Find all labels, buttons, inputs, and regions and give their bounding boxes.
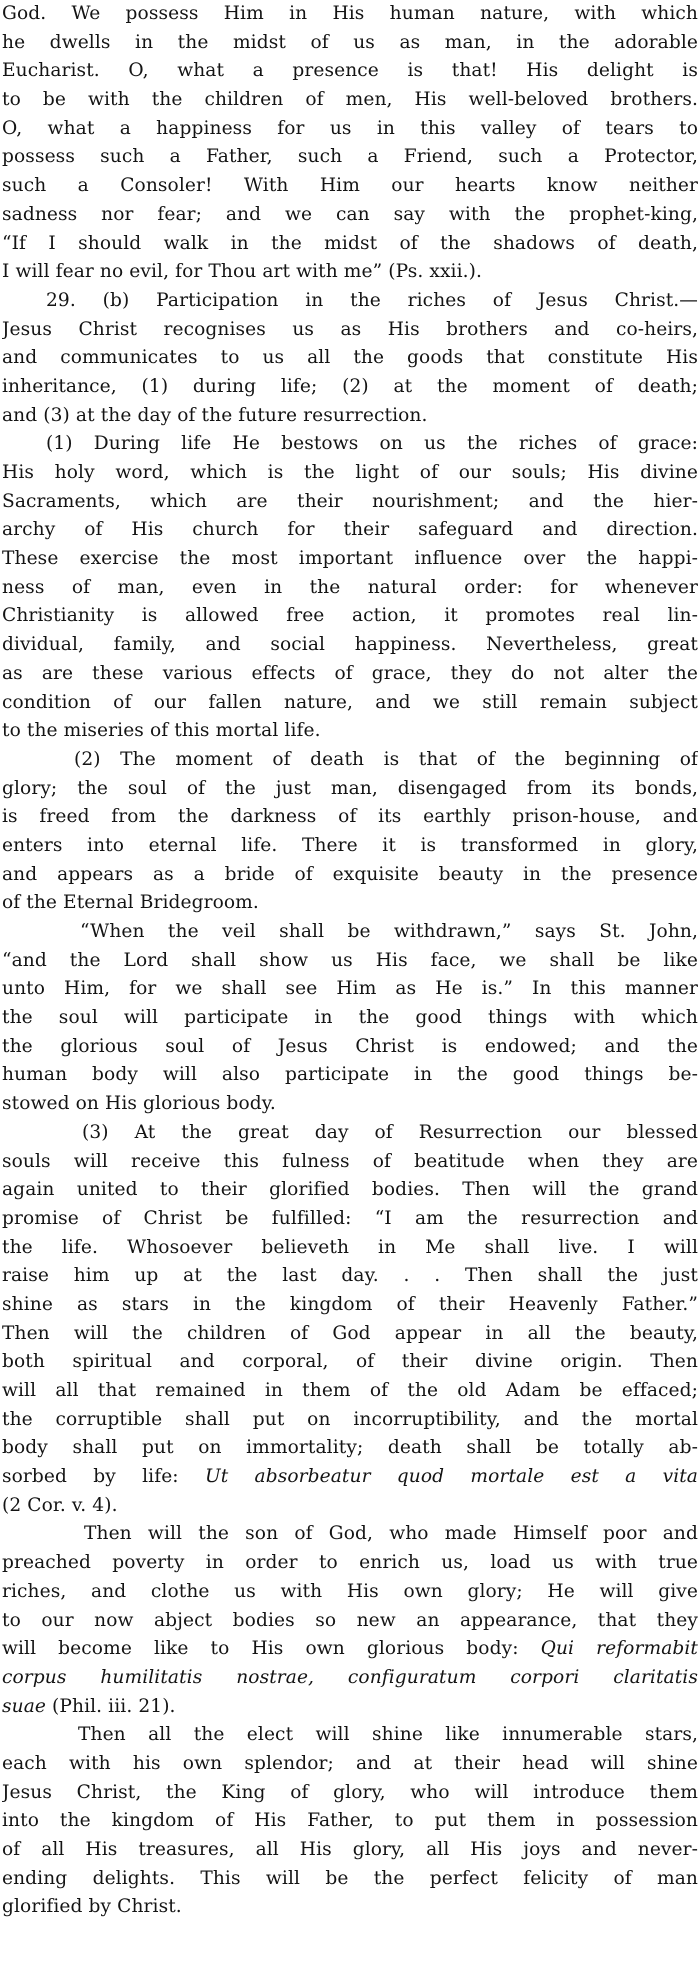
latin-quote: corpus humilitatis nostrae, configuratum corpori claritatis xyxy=(2,1666,698,1688)
text-line: inheritance, (1) during life; (2) at the moment of death; xyxy=(2,375,698,397)
text-line: (2 Cor. v. 4). xyxy=(2,1494,118,1516)
text-line: His holy word, which is the light of our souls; His divine xyxy=(2,462,698,483)
latin-quote: suae xyxy=(2,1695,47,1717)
text-line: and (3) at the day of the future resurrection. xyxy=(2,404,428,426)
text-line: and communicates to us all the goods that constitute His xyxy=(2,347,698,369)
text-line: stowed on His glorious body. xyxy=(2,1093,276,1115)
text-line: “and the Lord shall show us His face, we shall be like xyxy=(2,949,698,971)
text-line: dividual, family, and social happiness. Nevertheless, great xyxy=(2,634,698,656)
text-line: Then all the elect will shine like innumerable stars, xyxy=(78,1724,698,1746)
text-line: condition of our fallen nature, and we still remain subject xyxy=(2,691,698,713)
text-line xyxy=(2,1664,698,1693)
latin-quote: Ut absorbeatur quod mortale est a vita xyxy=(204,1466,698,1488)
text-line: (2) The moment of death is that of the beginning of xyxy=(74,748,698,770)
text-line: These exercise the most important influence over the happi- xyxy=(2,548,698,570)
text-line: enters into eternal life. There it is transformed in glory, xyxy=(2,834,698,856)
text-line: riches, and clothe us with His own glory; He will give xyxy=(2,1580,698,1602)
text-line: Christianity is allowed free action, it promotes real lin- xyxy=(2,605,698,627)
text-line: Sacraments, which are their nourishment; and the hier- xyxy=(2,490,698,512)
text-line: I will fear no evil, for Thou art with me” (Ps. xxii.). xyxy=(2,261,483,283)
text-line: Then will the son of God, who made Himself poor and xyxy=(84,1523,698,1545)
text-line: possess such a Father, such a Friend, such a Protector, xyxy=(2,146,698,168)
text-span: sorbed by life: xyxy=(2,1466,179,1488)
text-line: to the miseries of this mortal life. xyxy=(2,720,321,742)
text-line: Jesus Christ, the King of glory, who will introduce them xyxy=(2,1781,698,1803)
text-line: souls will receive this fulness of beatitude when they are xyxy=(2,1150,698,1172)
text-line: into the kingdom of His Father, to put them in possession xyxy=(2,1810,698,1832)
text-line: to be with the children of men, His well-beloved brothers. xyxy=(2,89,698,111)
text-line: ending delights. This will be the perfect felicity of man xyxy=(2,1867,698,1889)
text-line: ness of man, even in the natural order: for whenever xyxy=(2,576,698,598)
text-line: archy of His church for their safeguard and direction. xyxy=(2,519,698,541)
text-line: glory; the soul of the just man, disengaged from its bonds, xyxy=(2,777,698,799)
text-line: again united to their glorified bodies. Then will the grand xyxy=(2,1179,698,1201)
text-line: both spiritual and corporal, of their divine origin. Then xyxy=(2,1351,698,1373)
text-line: the life. Whosoever believeth in Me shall live. I will xyxy=(2,1236,698,1258)
text-line: shine as stars in the kingdom of their Heavenly Father.” xyxy=(2,1293,698,1315)
text-line: will all that remained in them of the old Adam be effaced; xyxy=(2,1380,698,1401)
text-line: the soul will participate in the good things with which xyxy=(2,1007,698,1029)
text-line: glorified by Christ. xyxy=(2,1896,182,1918)
text-line: and appears as a bride of exquisite beauty in the presence xyxy=(2,863,698,885)
text-line: preached poverty in order to enrich us, load us with true xyxy=(2,1552,698,1574)
text-line: Eucharist. O, what a presence is that! His delight is xyxy=(2,60,698,82)
text-line: is freed from the darkness of its earthly prison-house, and xyxy=(2,806,698,828)
text-line: of all His treasures, all His glory, all His joys and never- xyxy=(2,1839,698,1860)
text-line: Jesus Christ recognises us as His brothers and co-heirs, xyxy=(2,318,698,340)
text-line: raise him up at the last day. . . Then shall the just xyxy=(2,1265,698,1287)
text-line: “When the veil shall be withdrawn,” says St. John, xyxy=(80,921,698,942)
text-line: promise of Christ be fulfilled: “I am the resurrection and xyxy=(2,1207,698,1229)
text-line: Then will the children of God appear in all the beauty, xyxy=(2,1322,698,1344)
text-line: human body will also participate in the good things be- xyxy=(2,1064,698,1086)
text-line: as are these various effects of grace, they do not alter the xyxy=(2,662,698,684)
text-line: “If I should walk in the midst of the shadows of death, xyxy=(2,232,698,254)
text-line xyxy=(2,1693,698,1722)
text-line: unto Him, for we shall see Him as He is.” In this manner xyxy=(2,978,698,1000)
text-line: body shall put on immortality; death shall be totally ab- xyxy=(2,1437,698,1459)
section-heading-line: 29. (b) Participation in the riches of Jesus Christ.— xyxy=(46,289,698,311)
text-line: each with his own splendor; and at their head will shine xyxy=(2,1752,698,1774)
text-line: the glorious soul of Jesus Christ is endowed; and the xyxy=(2,1035,698,1057)
text-line: (3) At the great day of Resurrection our blessed xyxy=(82,1121,698,1143)
text-line: such a Consoler! With Him our hearts know neither xyxy=(2,175,698,197)
text-line: of the Eternal Bridegroom. xyxy=(2,892,259,914)
text-line: he dwells in the midst of us as man, in the adorable xyxy=(2,31,698,53)
text-line: (1) During life He bestows on us the riches of grace: xyxy=(46,433,698,455)
citation: (Phil. iii. 21). xyxy=(52,1695,176,1717)
text-line xyxy=(2,1635,698,1664)
text-line: to our now abject bodies so new an appearance, that they xyxy=(2,1609,698,1631)
text-line: O, what a happiness for us in this valley of tears to xyxy=(2,117,698,139)
latin-quote: Qui reformabit xyxy=(540,1638,698,1660)
text-line xyxy=(2,1463,698,1492)
text-line: the corruptible shall put on incorruptibility, and the mortal xyxy=(2,1408,698,1430)
text-line: God. We possess Him in His human nature, with which xyxy=(2,3,698,24)
text-span: will become like to His own glorious body: xyxy=(2,1638,519,1660)
text-line: sadness nor fear; and we can say with the prophet-king, xyxy=(2,203,698,225)
